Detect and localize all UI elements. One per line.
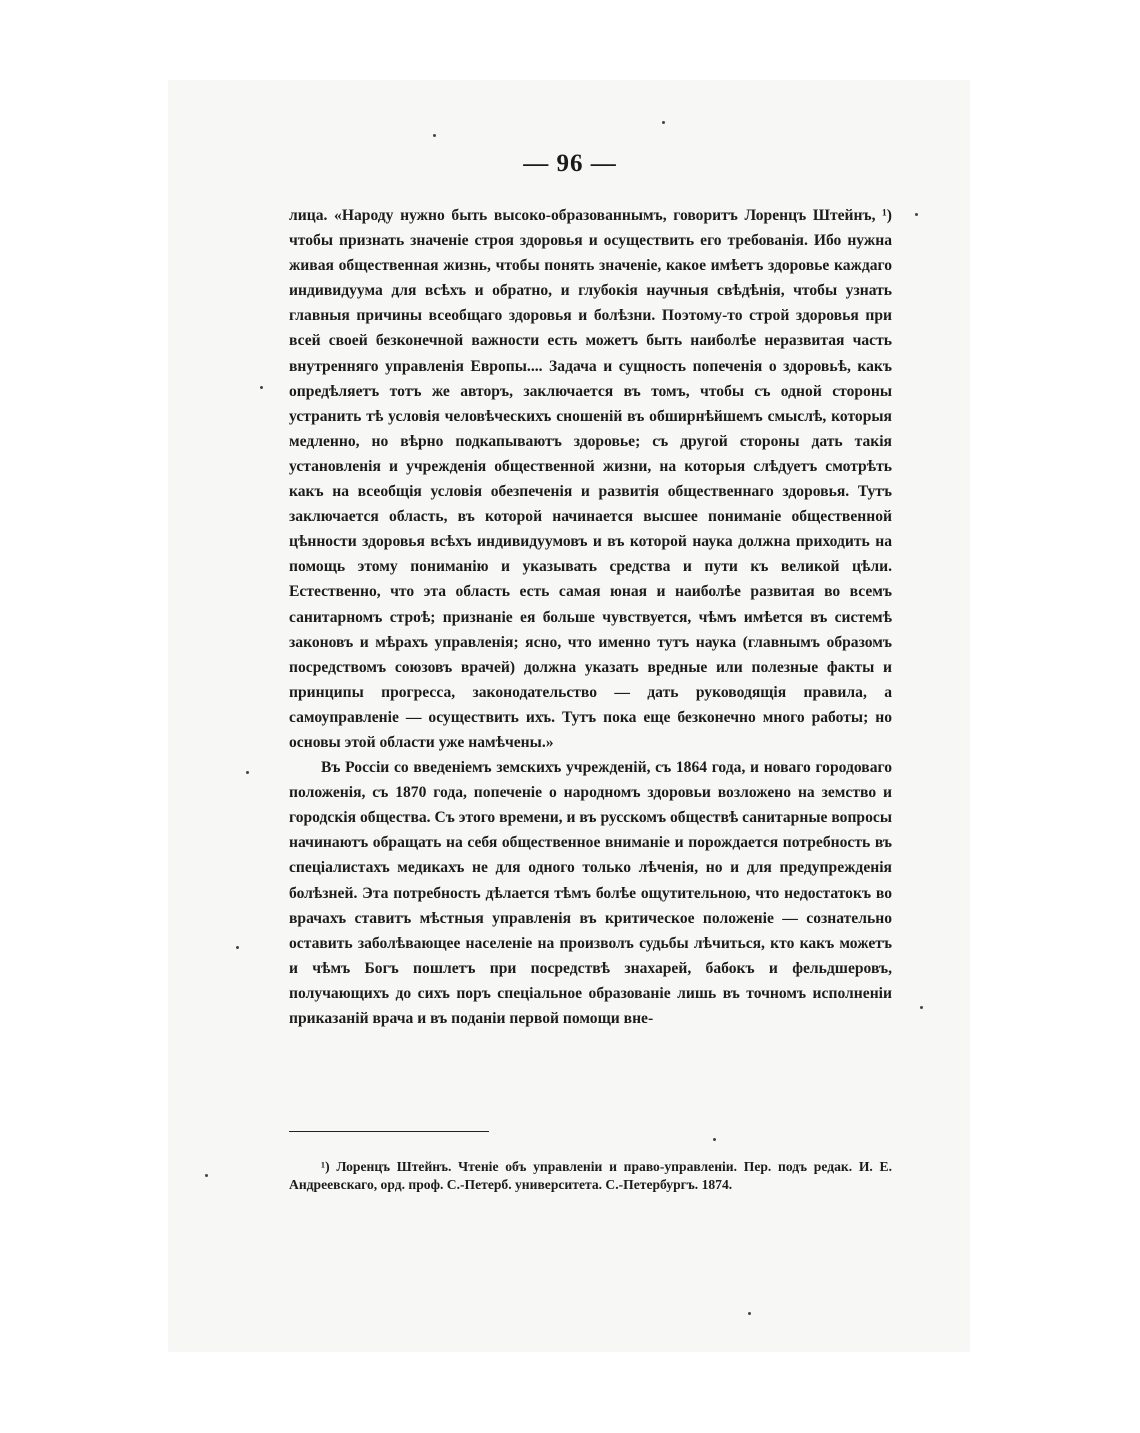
scan-speck bbox=[920, 1006, 923, 1009]
scan-speck bbox=[236, 946, 239, 949]
scan-speck bbox=[433, 134, 436, 137]
scan-speck bbox=[205, 1174, 208, 1177]
scan-speck bbox=[915, 213, 918, 216]
scan-speck bbox=[748, 1312, 751, 1315]
footnote: ¹) Лоренцъ Штейнъ. Чтенiе объ управленiи и право-управленiи. Пер. подъ редак. И. Е. Андреевскаго, орд. проф. С.-Петерб. университета. С.-Петербургъ. 1874. bbox=[289, 1159, 892, 1192]
scan-speck bbox=[713, 1138, 716, 1141]
scan-speck bbox=[260, 386, 263, 389]
paragraph-1: лица. «Народу нужно быть высоко-образованнымъ, говоритъ Лоренцъ Штейнъ, ¹) чтобы признать значенiе строя здоровья и осуществить его требованiя. Ибо нужна живая общественная жизнь, чтобы понять значенiе, какое имѣетъ здоровье каждаго индивидуума для всѣхъ и обратно, и глубокiя научныя свѣдѣнiя, чтобы узнать главныя причины всеобщаго здоровья и болѣзни. Поэтому-то строй здоровья при всей своей безконечной важности есть можетъ быть наиболѣе неразвитая часть внутренняго управленiя Европы.... Задача и сущность попеченiя о здоровьѣ, какъ опредѣляетъ тотъ же авторъ, заключается въ томъ, чтобы съ одной стороны устранить тѣ условiя человѣческихъ сношенiй въ обширнѣйшемъ смыслѣ, которыя медленно, но вѣрно подкапываютъ здоровье; съ другой стороны дать такiя установленiя и учрежденiя общественной жизни, на которыя слѣдуетъ смотрѣть какъ на всеобщiя условiя обезпеченiя и развитiя общественнаго здоровья. Тутъ заключается область, въ которой начинается высшее пониманiе общественной цѣнности здоровья всѣхъ индивидуумовъ и въ которой наука должна приходить на помощь этому пониманiю и указывать средства и пути къ великой цѣли. Естественно, что эта область есть самая юная и наиболѣе развитая во всемъ санитарномъ строѣ; признанiе ея больше чувствуется, чѣмъ имѣется въ системѣ законовъ и мѣрахъ управленiя; ясно, что именно тутъ наука (главнымъ образомъ посредствомъ союзовъ врачей) должна указать вредные или полезные факты и принципы прогресса, законодательство — дать руководящiя правила, а самоуправленiе — осуществить ихъ. Тутъ пока еще безконечно много работы; но основы этой области уже намѣчены.» bbox=[289, 207, 892, 751]
paragraph-2: Въ Россiи со введенiемъ земскихъ учрежденiй, съ 1864 года, и новаго городоваго положенiя, съ 1870 года, попеченiе о народномъ здоровьи возложено на земство и городскiя общества. Съ этого времени, и въ русскомъ обществѣ санитарные вопросы начинаютъ обращать на себя общественное вниманiе и порождается потребность въ спецiалистахъ медикахъ не для одного только лѣченiя, но и для предупрежденiя болѣзней. Эта потребность дѣлается тѣмъ болѣе ощутительною, что недостатокъ во врачахъ ставитъ мѣстныя управленiя въ критическое положенiе — сознательно оставить заболѣвающее населенiе на произволъ судьбы лѣчиться, кто какъ можетъ и чѣмъ Богъ пошлетъ при посредствѣ знахарей, бабокъ и фельдшеровъ, получающихъ до сихъ поръ спецiальное образованiе лишь въ точномъ исполненiи приказанiй врача и въ поданiи первой помощи вне- bbox=[289, 759, 892, 1027]
scan-speck bbox=[246, 771, 249, 774]
scan-speck bbox=[662, 121, 665, 124]
footnote-separator bbox=[289, 1131, 489, 1132]
page-number: — 96 — bbox=[523, 150, 617, 177]
main-text bbox=[289, 203, 892, 1031]
